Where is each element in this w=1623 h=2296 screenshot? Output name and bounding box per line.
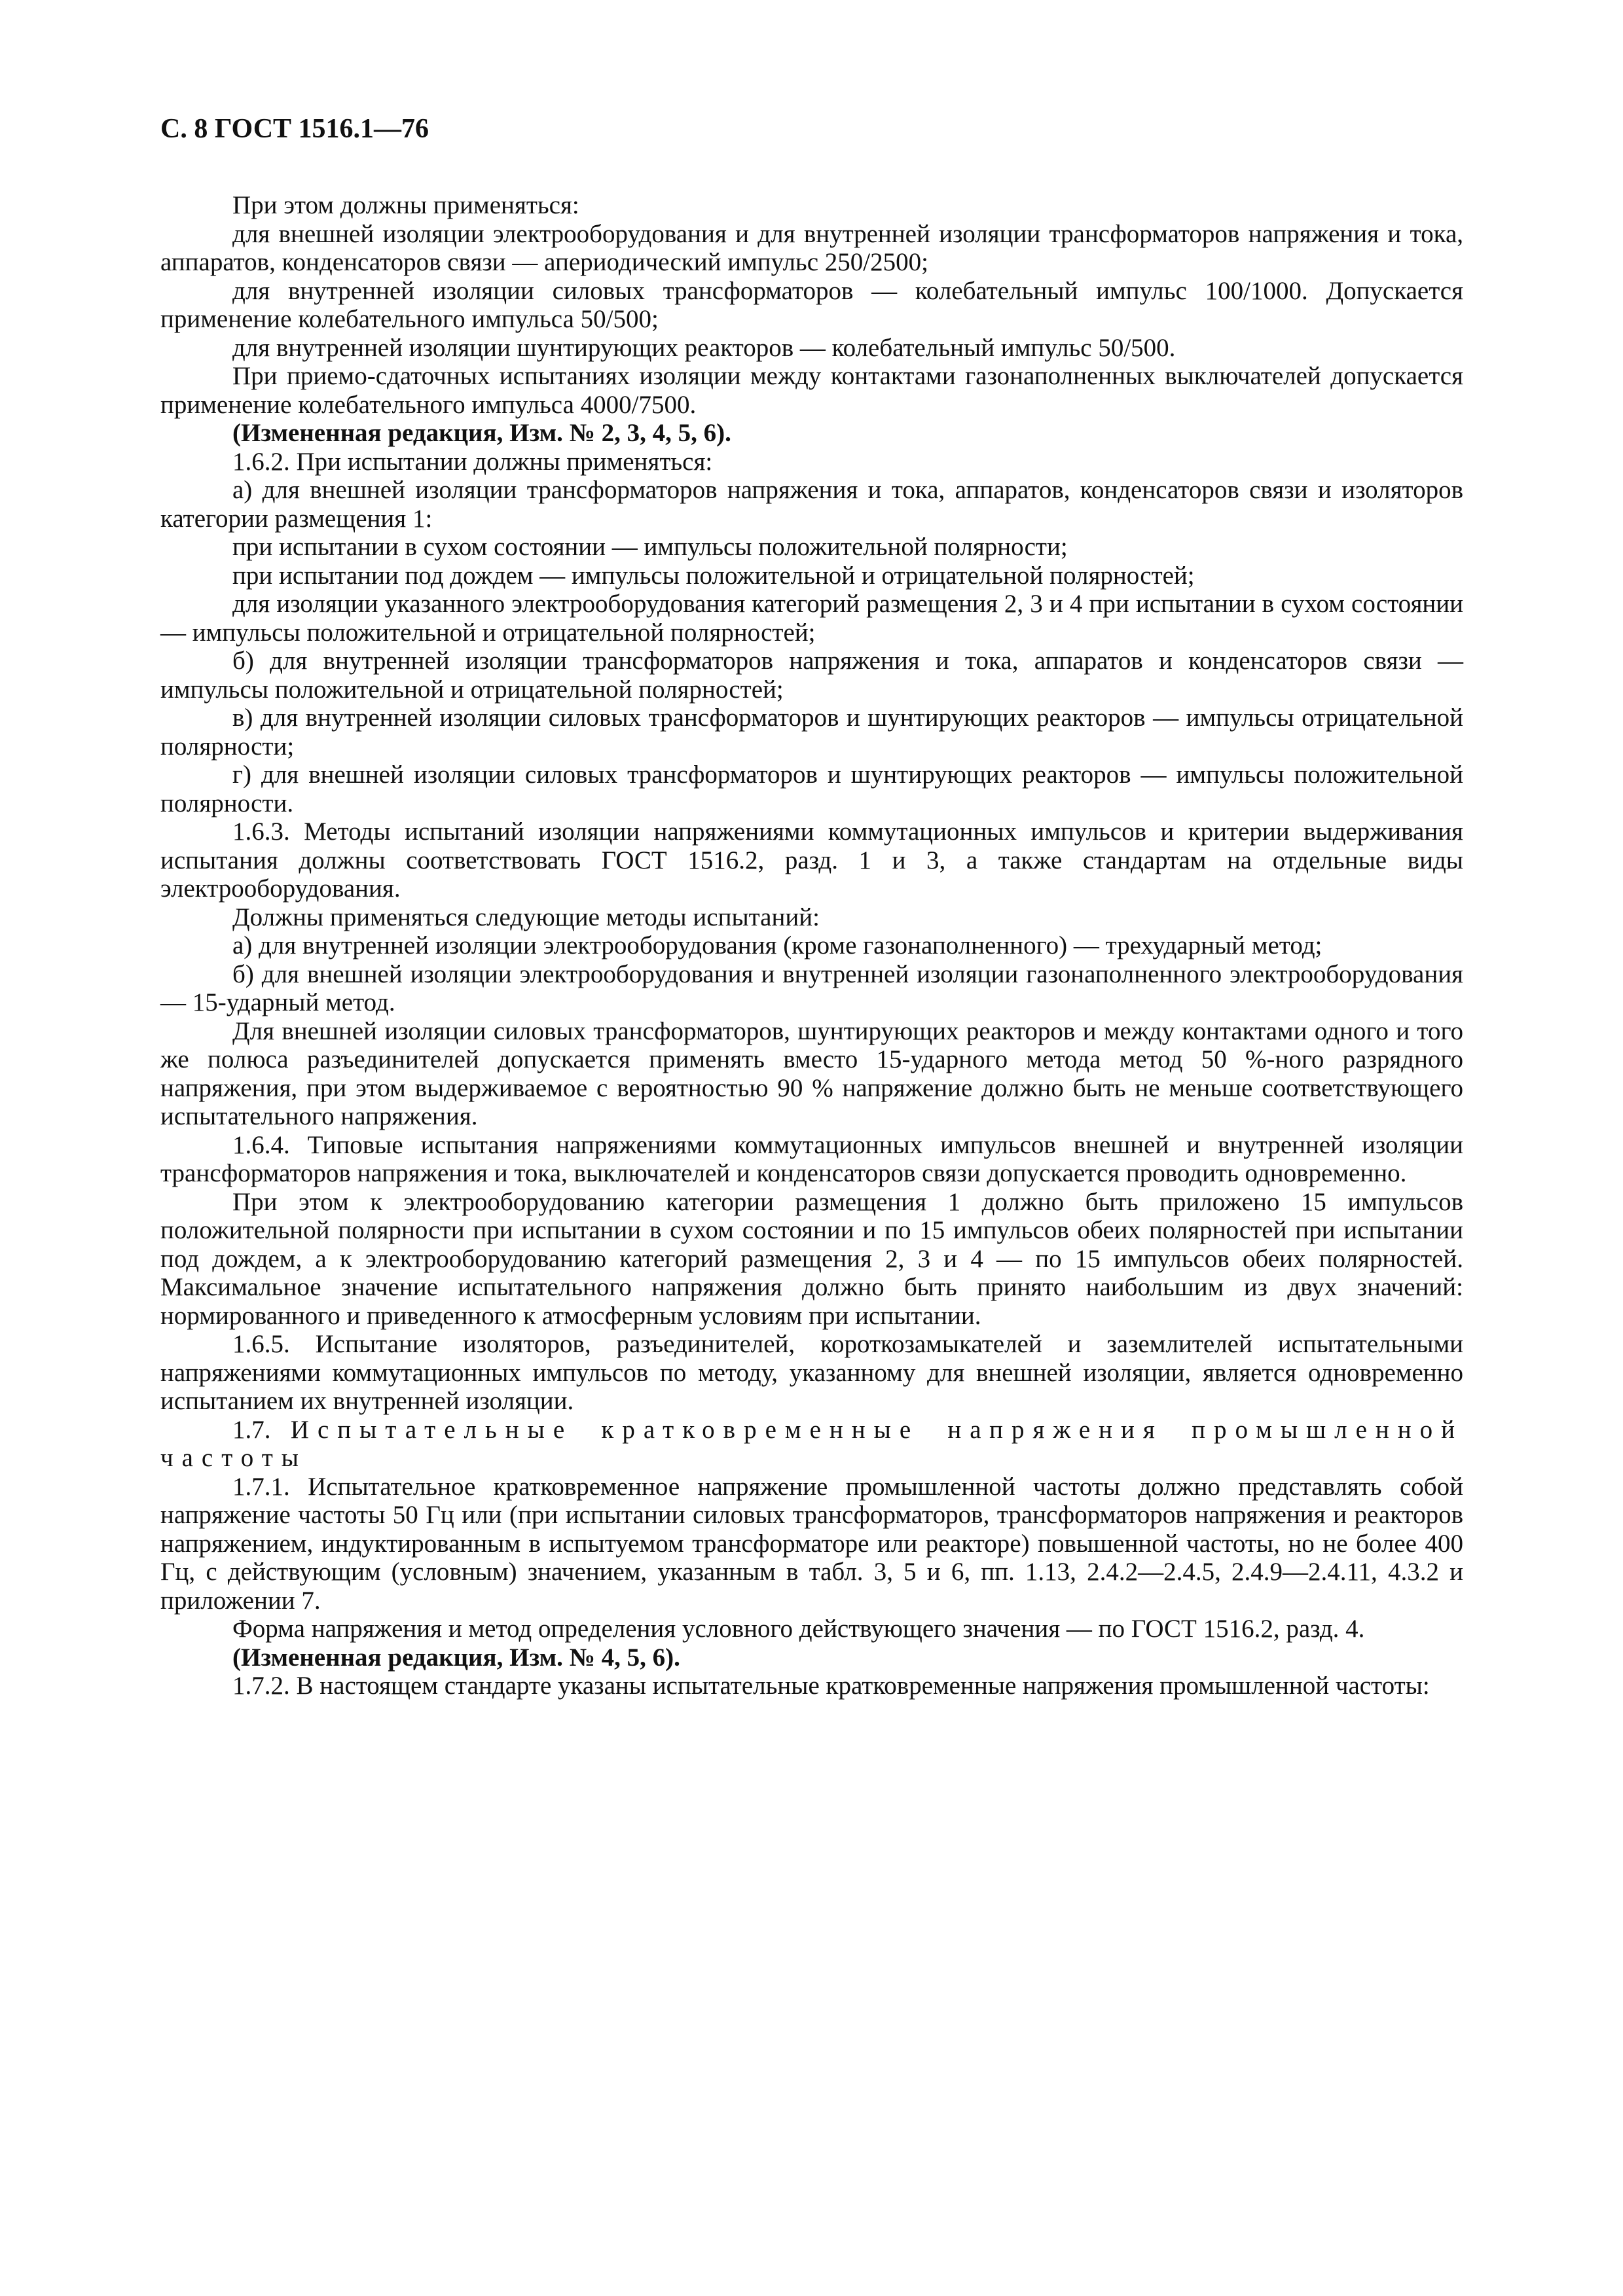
list-item: б) для внутренней изоляции трансформаторов напряжения и тока, аппаратов и конденсаторов связи — импульсы положительной и отрицательной полярностей; bbox=[160, 647, 1463, 704]
paragraph: Форма напряжения и метод определения условного действующего значения — по ГОСТ 1516.2, разд. 4. bbox=[232, 1615, 1365, 1643]
section-number: 1.7. bbox=[232, 1415, 271, 1444]
paragraph: При приемо-сдаточных испытаниях изоляции между контактами газонаполненных выключателей допускается применение колебательного импульса 4000/7500. bbox=[160, 362, 1463, 419]
paragraph: Должны применяться следующие методы испытаний: bbox=[232, 903, 820, 931]
clause-1-6-5: 1.6.5. Испытание изоляторов, разъединителей, короткозамыкателей и заземлителей испытательными напряжениями коммутационных импульсов по методу, указанному для внешней изоляции, является одновременно испытанием их внутренней изоляции. bbox=[160, 1330, 1463, 1415]
list-item: а) для внешней изоляции трансформаторов напряжения и тока, аппаратов, конденсаторов связи и изоляторов категории размещения 1: bbox=[160, 476, 1463, 533]
paragraph: для изоляции указанного электрооборудования категорий размещения 2, 3 и 4 при испытании в сухом состоянии — импульсы положительной и отрицательной полярностей; bbox=[160, 590, 1463, 647]
clause-1-7-2: 1.7.2. В настоящем стандарте указаны испытательные кратковременные напряжения промышленной частоты: bbox=[232, 1672, 1430, 1700]
clause-1-6-2: 1.6.2. При испытании должны применяться: bbox=[232, 447, 713, 476]
paragraph: при испытании в сухом состоянии — импульсы положительной полярности; bbox=[232, 533, 1068, 561]
clause-1-6-3: 1.6.3. Методы испытаний изоляции напряжениями коммутационных импульсов и критерии выдерживания испытания должны соответствовать ГОСТ 1516.2, разд. 1 и 3, а также стандартам на отдельные виды электрооборудования. bbox=[160, 817, 1463, 903]
clause-1-7-1: 1.7.1. Испытательное кратковременное напряжение промышленной частоты должно представлять собой напряжение частоты 50 Гц или (при испытании силовых трансформаторов, трансформаторов напряжения и реакторов напряжением, индуктированным в испытуемом трансформаторе или реакторе) повышенной частоты, но не более 400 Гц, с действующим (условным) значением, указанным в табл. 3, 5 и 6, пп. 1.13, 2.4.2—2.4.5, 2.4.9—2.4.11, 4.3.2 и приложении 7. bbox=[160, 1472, 1463, 1615]
section-heading-1-7 bbox=[160, 1416, 1463, 1473]
paragraph: для внешней изоляции электрооборудования и для внутренней изоляции трансформаторов напряжения и тока, аппаратов, конденсаторов связи — апериодический импульс 250/2500; bbox=[160, 219, 1463, 276]
document-body bbox=[160, 191, 1463, 1700]
paragraph: При этом к электрооборудованию категории размещения 1 должно быть приложено 15 импульсов положительной полярности при испытании в сухом состоянии и по 15 импульсов обеих полярностей при испытании под дождем, а к электрооборудованию категорий размещения 2, 3 и 4 — по 15 импульсов обеих полярностей. Максимальное значение испытательного напряжения должно быть принято наибольшим из двух значений: нормированного и приведенного к атмосферным условиям при испытании. bbox=[160, 1187, 1463, 1330]
paragraph: при испытании под дождем — импульсы положительной и отрицательной полярностей; bbox=[232, 561, 1195, 590]
amendment-note: (Измененная редакция, Изм. № 4, 5, 6). bbox=[232, 1643, 680, 1672]
paragraph: для внутренней изоляции силовых трансформаторов — колебательный импульс 100/1000. Допускается применение колебательного импульса 50/500; bbox=[160, 276, 1463, 333]
paragraph: При этом должны применяться: bbox=[232, 191, 579, 219]
paragraph: Для внешней изоляции силовых трансформаторов, шунтирующих реакторов и между контактами одного и того же полюса разъединителей допускается применять вместо 15-ударного метода метод 50 %-ного разрядного напряжения, при этом выдерживаемое с вероятностью 90 % напряжение должно быть не меньше соответствующего испытательного напряжения. bbox=[160, 1016, 1463, 1130]
paragraph: для внутренней изоляции шунтирующих реакторов — колебательный импульс 50/500. bbox=[232, 333, 1176, 362]
list-item: а) для внутренней изоляции электрооборудования (кроме газонаполненного) — трехударный метод; bbox=[232, 931, 1322, 960]
amendment-note: (Измененная редакция, Изм. № 2, 3, 4, 5, 6). bbox=[232, 419, 731, 447]
list-item: г) для внешней изоляции силовых трансформаторов и шунтирующих реакторов — импульсы положительной полярности. bbox=[160, 761, 1463, 817]
page-header: С. 8 ГОСТ 1516.1—76 bbox=[160, 114, 429, 144]
list-item: б) для внешней изоляции электрооборудования и внутренней изоляции газонаполненного электрооборудования — 15-ударный метод. bbox=[160, 960, 1463, 1016]
section-title: Испытательные кратковременные напряжения промышленной частоты bbox=[160, 1415, 1463, 1472]
clause-1-6-4: 1.6.4. Типовые испытания напряжениями коммутационных импульсов внешней и внутренней изоляции трансформаторов напряжения и тока, выключателей и конденсаторов связи допускается проводить одновременно. bbox=[160, 1130, 1463, 1187]
list-item: в) для внутренней изоляции силовых трансформаторов и шунтирующих реакторов — импульсы отрицательной полярности; bbox=[160, 704, 1463, 761]
